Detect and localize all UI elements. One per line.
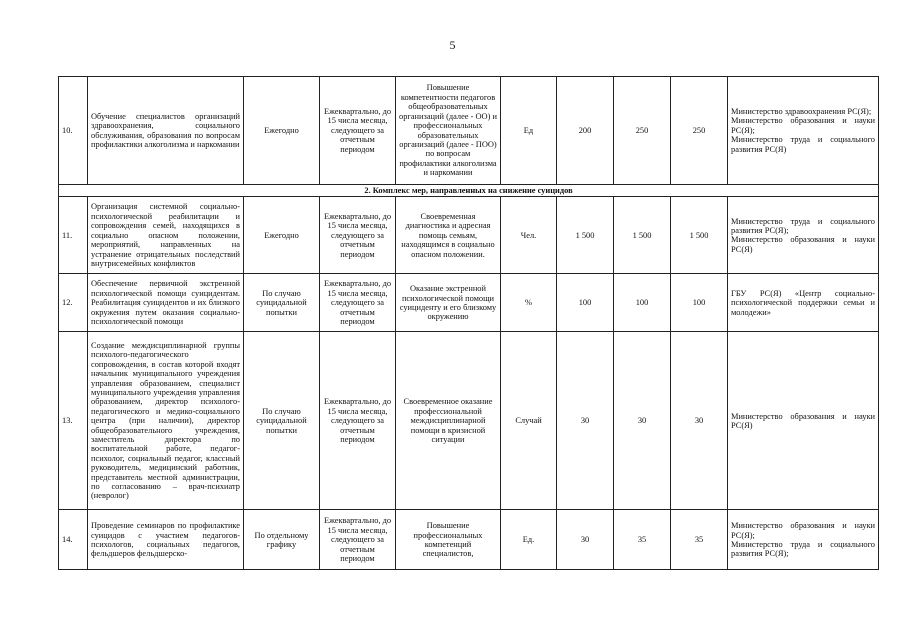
- expected-result: Своевременное оказание профессиональной междисциплинарной помощи в кризисной ситуации: [396, 332, 501, 510]
- value-year-3: 35: [671, 510, 728, 570]
- responsible: [728, 77, 879, 185]
- responsible-line: Министерство образования и науки РС(Я): [731, 235, 875, 254]
- responsible: [728, 197, 879, 274]
- expected-result: Оказание экстренной психологической помощи суициденту и его близкому окружению: [396, 274, 501, 332]
- table-row: [59, 510, 879, 570]
- value-year-1: 30: [557, 510, 614, 570]
- responsible-line: Министерство труда и социального развития РС(Я);: [731, 539, 875, 559]
- report-term: Ежеквартально, до 15 числа месяца, следующего за отчетным периодом: [320, 77, 396, 185]
- value-year-1: 200: [557, 77, 614, 185]
- page-number: 5: [449, 38, 456, 52]
- execution-term: По случаю суицидальной попытки: [244, 332, 320, 510]
- responsible: [728, 274, 879, 332]
- row-number: 12.: [59, 274, 88, 332]
- execution-term: Ежегодно: [244, 77, 320, 185]
- measures-table: [58, 76, 879, 570]
- responsible: [728, 332, 879, 510]
- expected-result: Своевременная диагностика и адресная помощь семьям, находящимся в социально опасном положении.: [396, 197, 501, 274]
- responsible-line: Министерство труда и социального развития РС(Я);: [731, 216, 875, 235]
- responsible-line: Министерство образования и науки РС(Я);: [731, 521, 875, 540]
- report-term: Ежеквартально, до 15 числа месяца, следующего за отчетным периодом: [320, 510, 396, 570]
- row-number: 10.: [59, 77, 88, 185]
- measure-name: Обеспечение первичной экстренной психологической помощи суицидентам. Реабилитация суицидентов и их близкого окружения путем оказания социально-психологической помощи: [88, 274, 244, 332]
- execution-term: По отдельному графику: [244, 510, 320, 570]
- measure-name: Обучение специалистов организаций здравоохранения, социального обслуживания, образования по вопросам профилактики алкоголизма и наркомании: [88, 77, 244, 185]
- section-header-row: [59, 185, 879, 197]
- unit: Чел.: [501, 197, 557, 274]
- table-row: [59, 332, 879, 510]
- section-title: 2. Комплекс мер, направленных на снижение суицидов: [59, 185, 879, 197]
- expected-result: Повышение профессиональных компетенций специалистов,: [396, 510, 501, 570]
- value-year-2: 100: [614, 274, 671, 332]
- value-year-2: 1 500: [614, 197, 671, 274]
- value-year-2: 35: [614, 510, 671, 570]
- report-term: Ежеквартально, до 15 числа месяца, следующего за отчетным периодом: [320, 332, 396, 510]
- unit: Ед: [501, 77, 557, 185]
- value-year-3: 250: [671, 77, 728, 185]
- value-year-3: 1 500: [671, 197, 728, 274]
- measure-name: Проведение семинаров по профилактике суицидов с участием педагогов-психологов, социальных педагогов, фельдшеров фельдшерско-: [88, 510, 244, 570]
- responsible-line: Министерство здравоохранения РС(Я);: [731, 106, 872, 116]
- execution-term: Ежегодно: [244, 197, 320, 274]
- report-term: Ежеквартально, до 15 числа месяца, следующего за отчетным периодом: [320, 197, 396, 274]
- execution-term: По случаю суицидальной попытки: [244, 274, 320, 332]
- responsible-line: ГБУ РС(Я) «Центр социально-психологической поддержки семьи и молодежи»: [731, 288, 875, 317]
- measure-name: Создание междисциплинарной группы психолого-педагогического сопровождения, в состав которой входят начальник муниципального учреждения управления образованием, специалист муниципального учреждения управления образованием, директор психолого-педагогического и медико-социального центра (при наличии), директор общеобразовательного учреждения, заместитель директора по воспитательной работе, педагог-психолог, социальный педагог, классный руководитель, медицинский работник, представитель местной администрации, по согласованию – врач-психиатр (невролог): [88, 332, 244, 510]
- table-row: [59, 197, 879, 274]
- unit: Случай: [501, 332, 557, 510]
- report-term: Ежеквартально, до 15 числа месяца, следующего за отчетным периодом: [320, 274, 396, 332]
- value-year-3: 100: [671, 274, 728, 332]
- measure-name: Организация системной социально-психологической реабилитации и сопровождения семей, находящихся в социально опасном положении, мероприятий, направленных на устранение отрицательных последствий внутрисемейных конфликтов: [88, 197, 244, 274]
- value-year-2: 250: [614, 77, 671, 185]
- expected-result: Повышение компетентности педагогов общеобразовательных организаций (далее - ОО) и профессиональных образовательных организаций (далее - ПОО) по вопросам профилактики алкоголизма и наркомании: [396, 77, 501, 185]
- unit: %: [501, 274, 557, 332]
- row-number: 11.: [59, 197, 88, 274]
- responsible-line: Министерство образования и науки РС(Я);: [731, 116, 875, 135]
- value-year-1: 100: [557, 274, 614, 332]
- unit: Ед.: [501, 510, 557, 570]
- responsible-line: Министерство образования и науки РС(Я): [731, 411, 875, 430]
- table-row: [59, 274, 879, 332]
- responsible-line: Министерство труда и социального развития РС(Я): [731, 135, 875, 154]
- value-year-2: 30: [614, 332, 671, 510]
- value-year-1: 1 500: [557, 197, 614, 274]
- responsible: [728, 510, 879, 570]
- table-row: [59, 77, 879, 185]
- value-year-3: 30: [671, 332, 728, 510]
- row-number: 13.: [59, 332, 88, 510]
- row-number: 14.: [59, 510, 88, 570]
- value-year-1: 30: [557, 332, 614, 510]
